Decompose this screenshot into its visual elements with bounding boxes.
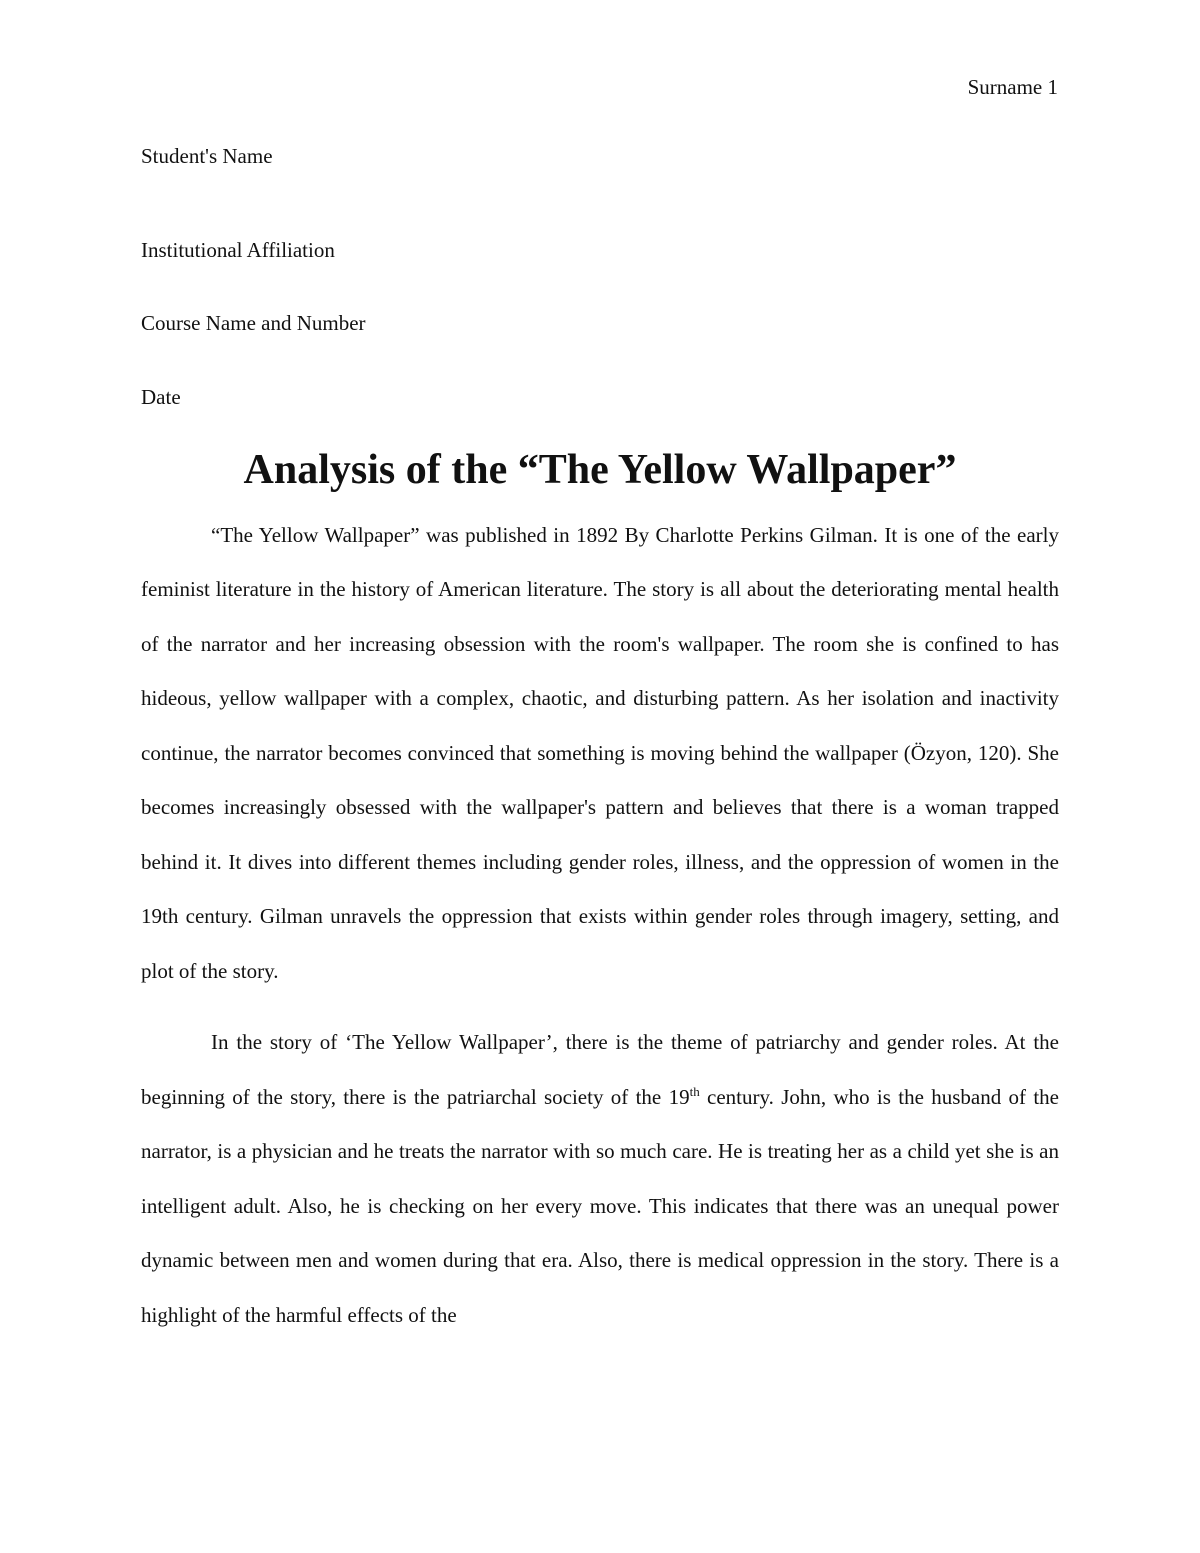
course-name-number: Course Name and Number [141, 311, 366, 335]
document-body [141, 140, 1059, 1342]
paragraph-2 [141, 1015, 1059, 1342]
paragraph-2-part-2: century. John, who is the husband of the narrator, is a physician and he treats the narrator with so much care. He is treating her as a child yet she is an intelligent adult. Also, he is checking on her every move. This indicates that there was an unequal power dynamic between men and women during that era. Also, there is medical oppression in the story. There is a highlight of the harmful effects of the [141, 1084, 1060, 1327]
student-name: Student's Name [141, 144, 273, 168]
running-head: Surname 1 [967, 75, 1058, 99]
date-line: Date [141, 384, 181, 409]
essay-title: Analysis of the “The Yellow Wallpaper” [243, 447, 957, 493]
superscript-th: th [689, 1083, 700, 1099]
institutional-affiliation: Institutional Affiliation [141, 237, 335, 262]
paragraph-2-part-1: In the story of ‘The Yellow Wallpaper’, there is the theme of patriarchy and gender roles. At the beginning of the story, there is the patriarchal society of the 19 [141, 1030, 1059, 1109]
paragraph-1: “The Yellow Wallpaper” was published in 1892 By Charlotte Perkins Gilman. It is one of the early feminist literature in the history of American literature. The story is all about the deteriorating mental health of the narrator and her increasing obsession with the room's wallpaper. The room she is confined to has hideous, yellow wallpaper with a complex, chaotic, and disturbing pattern. As her isolation and inactivity continue, the narrator becomes convinced that something is moving behind the wallpaper (Özyon, 120). She becomes increasingly obsessed with the wallpaper's pattern and believes that there is a woman trapped behind it. It dives into different themes including gender roles, illness, and the oppression of women in the 19th century. Gilman unravels the oppression that exists within gender roles through imagery, setting, and plot of the story. [141, 522, 1059, 983]
